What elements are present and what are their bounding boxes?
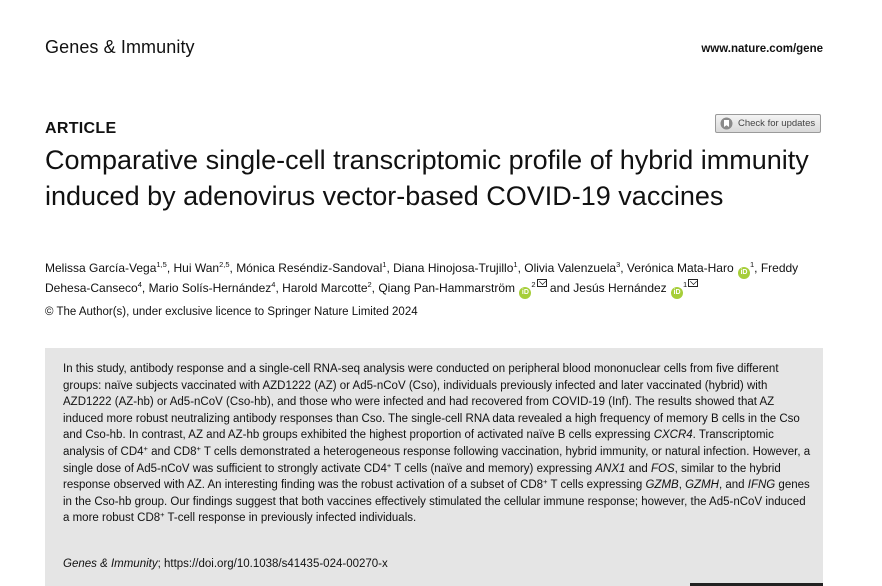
author-name: Qiang Pan-Hammarström [378, 281, 516, 295]
abstract-segment: T-cell response in previously infected individuals. [164, 512, 417, 525]
abstract-segment: and [625, 462, 652, 475]
author-name: Harold Marcotte [282, 281, 368, 295]
author-name: Mario Solís-Hernández [148, 281, 272, 295]
copyright-notice: © The Author(s), under exclusive licence to Springer Nature Limited 2024 [45, 306, 418, 318]
check-for-updates-label: Check for updates [738, 118, 816, 129]
envelope-icon[interactable] [537, 279, 547, 287]
author-name: Olivia Valenzuela [524, 261, 617, 275]
abstract-segment: , and [718, 479, 748, 492]
affiliation-number: 4 [271, 280, 276, 289]
author-separator: , [275, 281, 283, 295]
citation-doi[interactable]: ; https://doi.org/10.1038/s41435-024-00270-x [157, 558, 388, 570]
abstract-segment: , [678, 479, 686, 492]
citation [63, 558, 388, 570]
author[interactable] [524, 261, 620, 275]
affiliation-number: 1 [382, 260, 387, 269]
author-separator: , [386, 261, 394, 275]
author-separator: , [229, 261, 237, 275]
author-name: Jesús Hernández [573, 281, 667, 295]
affiliation-number: 1 [749, 260, 755, 269]
affiliation-number: 3 [616, 260, 621, 269]
author[interactable] [45, 261, 167, 275]
author-separator: and [546, 281, 574, 295]
orcid-icon[interactable]: iD [671, 287, 683, 299]
affiliation-number: 2,5 [219, 260, 230, 269]
abstract-segment: T cells demonstrated a heterogeneous response following vaccination, hybrid immunity, or natural infection. However, a single dose of Ad5-nCoV was sufficient to strongly activate CD4 [63, 445, 811, 475]
author-separator: , [166, 261, 174, 275]
envelope-icon[interactable] [688, 279, 698, 287]
author-separator: , [754, 261, 761, 275]
author-list [45, 259, 835, 299]
gene-name: GZMH [685, 479, 719, 492]
author-separator: , [620, 261, 627, 275]
author[interactable] [393, 261, 517, 275]
orcid-icon[interactable]: iD [519, 287, 531, 299]
gene-name: GZMB [645, 479, 679, 492]
abstract-text [63, 361, 811, 527]
author[interactable] [236, 261, 386, 275]
abstract-segment: T cells (naïve and memory) expressing [391, 462, 596, 475]
affiliation-number: 1,5 [156, 260, 167, 269]
superscript: + [143, 443, 148, 453]
superscript: + [543, 477, 548, 487]
author-separator: , [141, 281, 149, 295]
gene-name: CXCR4 [653, 429, 693, 442]
author-name: Freddy Dehesa-Canseco [45, 261, 799, 295]
author-name: Verónica Mata-Haro [626, 261, 734, 275]
article-title: Comparative single-cell transcriptomic profile of hybrid immunity induced by adenovirus vector-based COVID-19 vaccines [45, 145, 809, 211]
author-separator: , [371, 281, 379, 295]
superscript: + [196, 443, 201, 453]
orcid-icon[interactable]: iD [738, 267, 750, 279]
abstract-box [45, 348, 823, 586]
gene-name: IFNG [747, 479, 776, 492]
author[interactable] [282, 281, 372, 295]
superscript: + [160, 510, 165, 520]
affiliation-number: 2 [531, 280, 536, 289]
superscript: + [386, 460, 392, 470]
author[interactable] [149, 281, 276, 295]
abstract-segment: and CD8 [147, 445, 197, 458]
abstract-segment: T cells expressing [547, 479, 646, 492]
abstract-segment: genes in the Cso-hb group. Our findings suggest that both vaccines effectively stimulated the cellular immune response; however, the Ad5-nCoV induced a more robust CD8 [63, 479, 810, 525]
abstract-segment: . Transcriptomic analysis of CD4 [63, 429, 774, 458]
abstract-segment: In this study, antibody response and a single-cell RNA-seq analysis were conducted on peripheral blood mononuclear cells from five different groups: naïve subjects vaccinated with AZD1222 (AZ) or Ad5-nCoV (Cso), individuals previously infected and later vaccinated (hybrid) with AZD1222 (AZ-hb) or Ad5-nCoV (Cso-hb), and those who were infected and had recovered from COVID-19 (Inf). The results showed that AZ induced more robust neutralizing antibody responses than Cso. The single-cell RNA data revealed a high frequency of memory B cells in the Cso and Cso-hb. In contrast, AZ and AZ-hb groups exhibited the highest proportion of activated naïve B cells expressing [63, 363, 800, 442]
author[interactable] [174, 261, 230, 275]
bookmark-icon [720, 117, 733, 130]
affiliation-number: 1 [513, 260, 518, 269]
citation-journal: Genes & Immunity [63, 558, 158, 570]
journal-url[interactable]: www.nature.com/gene [701, 43, 823, 55]
check-for-updates-button[interactable] [715, 114, 821, 133]
gene-name: ANX1 [595, 462, 626, 475]
author[interactable] [573, 281, 698, 295]
affiliation-number: 1 [683, 280, 688, 289]
affiliation-number: 2 [367, 280, 372, 289]
author[interactable] [378, 281, 546, 295]
journal-name: Genes & Immunity [45, 37, 195, 57]
author-name: Hui Wan [173, 261, 220, 275]
author[interactable] [627, 261, 754, 275]
abstract-segment: , similar to the hybrid response observed with AZ. An interesting finding was the robust activation of a subset of CD8 [63, 462, 781, 492]
affiliation-number: 4 [137, 280, 142, 289]
author-name: Melissa García-Vega [45, 261, 157, 275]
author-name: Diana Hinojosa-Trujillo [393, 261, 514, 275]
article-type: ARTICLE [45, 120, 117, 137]
author-separator: , [517, 261, 525, 275]
gene-name: FOS [651, 462, 675, 475]
author-name: Mónica Reséndiz-Sandoval [236, 261, 383, 275]
